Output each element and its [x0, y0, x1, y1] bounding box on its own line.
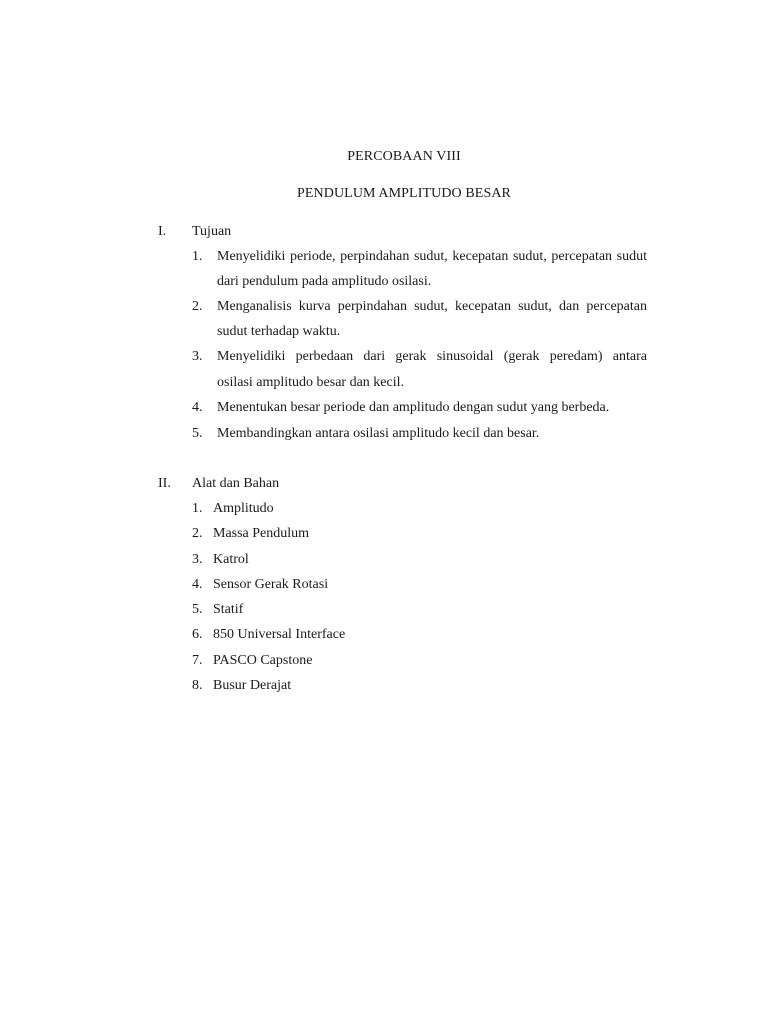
- list-item-number: 2.: [192, 299, 203, 314]
- list-item-number: 4.: [192, 400, 203, 415]
- list-item-text: Menyelidiki periode, perpindahan sudut, kecepatan sudut, percepatan sudut: [217, 249, 647, 264]
- list-item-text: osilasi amplitudo besar dan kecil.: [217, 375, 405, 390]
- list-item-text: 850 Universal Interface: [213, 627, 346, 642]
- list-item-text: PASCO Capstone: [213, 653, 313, 668]
- list-item-text: Sensor Gerak Rotasi: [213, 577, 329, 592]
- section-number: I.: [158, 224, 167, 239]
- list-item-text: sudut terhadap waktu.: [217, 324, 341, 339]
- list-item-number: 6.: [192, 627, 203, 642]
- list-item-text: Amplitudo: [213, 501, 274, 516]
- list-item-text: Massa Pendulum: [213, 526, 310, 541]
- list-item-number: 3.: [192, 552, 203, 567]
- list-item-number: 2.: [192, 526, 203, 541]
- section-title: Alat dan Bahan: [192, 476, 280, 491]
- list-item-number: 5.: [192, 426, 203, 441]
- list-item-number: 3.: [192, 349, 203, 364]
- list-item-text: Menyelidiki perbedaan dari gerak sinusoidal (gerak peredam) antara: [217, 349, 647, 364]
- list-item-text: dari pendulum pada amplitudo osilasi.: [217, 274, 432, 289]
- list-item-number: 1.: [192, 501, 203, 516]
- list-item-text: Menganalisis kurva perpindahan sudut, kecepatan sudut, dan percepatan: [217, 299, 647, 314]
- list-item-number: 7.: [192, 653, 203, 668]
- list-item-text: Menentukan besar periode dan amplitudo dengan sudut yang berbeda.: [217, 400, 610, 415]
- list-item-text: Membandingkan antara osilasi amplitudo kecil dan besar.: [217, 426, 540, 441]
- list-item-text: Katrol: [213, 552, 249, 567]
- document-title: PERCOBAAN VIII: [347, 149, 461, 164]
- list-item-number: 4.: [192, 577, 203, 592]
- list-item-number: 8.: [192, 678, 203, 693]
- list-item-text: Statif: [213, 602, 244, 617]
- list-item-number: 1.: [192, 249, 203, 264]
- section-title: Tujuan: [192, 224, 232, 239]
- list-item-number: 5.: [192, 602, 203, 617]
- document-subtitle: PENDULUM AMPLITUDO BESAR: [297, 186, 511, 201]
- list-item-text: Busur Derajat: [213, 678, 292, 693]
- section-number: II.: [158, 476, 171, 491]
